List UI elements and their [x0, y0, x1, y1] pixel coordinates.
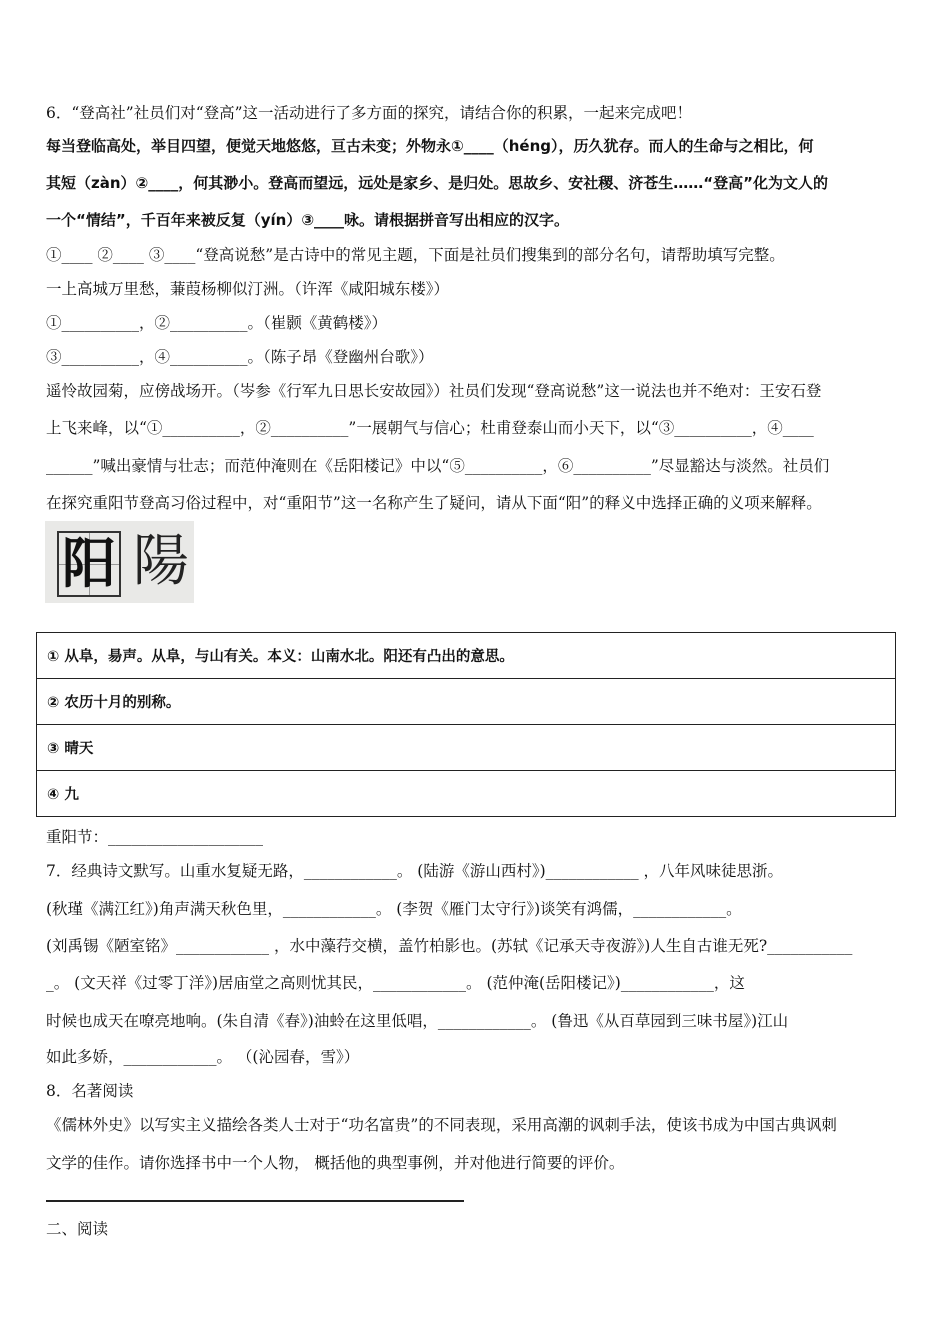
definition-3: ③ 晴天 [37, 725, 896, 771]
q7-line-2: (秋瑾《满江红》)角声满天秋色里，____________。 (李贺《雁门太守行》)谈笑有鸿儒，____________。 [46, 900, 742, 918]
q6-poem-line-6: ______”喊出豪情与壮志；而范仲淹则在《岳阳楼记》中以“⑤__________，⑥__________”尽显豁达与淡然。社员们 [46, 457, 830, 475]
pinyin-yin: yín [260, 211, 287, 229]
pinyin-heng: héng [508, 137, 551, 155]
yang-character-image [45, 521, 194, 603]
q7-line-5: 时候也成天在嘹亮地响。(朱自清《春》)油蛉在这里低唱，____________。 (鲁迅《从百草园到三味书屋》)江山 [46, 1012, 789, 1030]
definition-1: ① 从阜，昜声。从阜，与山有关。本义：山南水北。阳还有凸出的意思。 [37, 633, 896, 679]
q7-line-3: (刘禹锡《陋室铭》____________ ，水中藻荇交横，盖竹柏影也。(苏轼《记承天寺夜游》)人生自古谁无死?___________ [46, 937, 853, 955]
pinyin-zan: zàn [91, 174, 121, 192]
q8-title: 8．名著阅读 [46, 1082, 134, 1100]
definition-2: ② 农历十月的别称。 [37, 679, 896, 725]
q6-paragraph-line-3 [46, 210, 569, 230]
q8-line-1: 《儒林外史》以写实主义描绘各类人士对于“功名富贵”的不同表现，采用高潮的讽刺手法，使该书成为中国古典讽刺 [46, 1116, 837, 1134]
q8-answer-rule [46, 1200, 464, 1202]
q6-poem-line-4: 遥怜故园菊，应傍战场开。（岑参《行军九日思长安故园》）社员们发现“登高说愁”这一说法也并不绝对：王安石登 [46, 382, 822, 400]
q6-text-1b: ），历久犹存。而人的生命与之相比，何 [551, 137, 814, 155]
q7-line-4: _。 (文天祥《过零丁洋》)居庙堂之高则忧其民，____________。 (范仲淹(岳阳楼记》)____________，这 [46, 974, 745, 992]
q6-poem-line-3: ③__________，④__________。（陈子昂《登幽州台歌》） [46, 348, 434, 366]
q6-blanks-line: ①____ ②____ ③____“登高说愁”是古诗中的常见主题，下面是社员们搜集到的部分名句，请帮助填写完整。 [46, 246, 785, 264]
q6-text-3b: ）③____咏。请根据拼音写出相应的汉字。 [286, 211, 570, 229]
section-2-title: 二、阅读 [46, 1220, 109, 1238]
q6-poem-line-2: ①__________，②__________。（崔颢《黄鹤楼》） [46, 314, 388, 332]
q6-paragraph-line-1 [46, 136, 814, 156]
q6-text-2a: 其短（ [46, 174, 92, 192]
q6-poem-line-7: 在探究重阳节登高习俗过程中，对“重阳节”这一名称产生了疑问，请从下面“阳”的释义中选择正确的义项来解释。 [46, 494, 822, 512]
q6-poem-line-5: 上飞来峰，以“①__________，②__________”一展朝气与信心；杜甫登泰山而小天下，以“③__________，④____ [46, 419, 814, 437]
q6-text-2b: ）②____，何其渺小。登高而望远，远处是家乡、是归处。思故乡、安社稷、济苍生……“登高”化为文人的 [120, 174, 828, 192]
q8-line-2: 文学的佳作。请你选择书中一个人物， 概括他的典型事例，并对他进行简要的评价。 [46, 1154, 625, 1172]
definition-4: ④ 九 [37, 771, 896, 817]
q6-text-3a: 一个“情结”，千百年来被反复（ [46, 211, 261, 229]
q6-poem-line-1: 一上高城万里愁，蒹葭杨柳似汀洲。（许浑《咸阳城东楼》） [46, 280, 450, 298]
chongyang-answer-line: 重阳节：____________________ [46, 828, 264, 846]
q7-line-6: 如此多娇，____________。 （(沁园春，雪》） [46, 1048, 360, 1066]
seal-yang-glyph: 陽 [133, 529, 189, 594]
q6-text-1a: 每当登临高处，举目四望，便觉天地悠悠，亘古未变；外物永①____（ [46, 137, 509, 155]
q6-paragraph-line-2 [46, 173, 828, 193]
yang-definitions-table [36, 632, 896, 817]
modern-yang-glyph: 阳 [57, 531, 121, 597]
q7-line-1: 7．经典诗文默写。山重水复疑无路，____________。 (陆游《游山西村》)____________ ，八年风味徒思浙。 [46, 862, 784, 880]
q6-title: 6．“登高社”社员们对“登高”这一活动进行了多方面的探究，请结合你的积累，一起来完成吧！ [46, 104, 693, 122]
